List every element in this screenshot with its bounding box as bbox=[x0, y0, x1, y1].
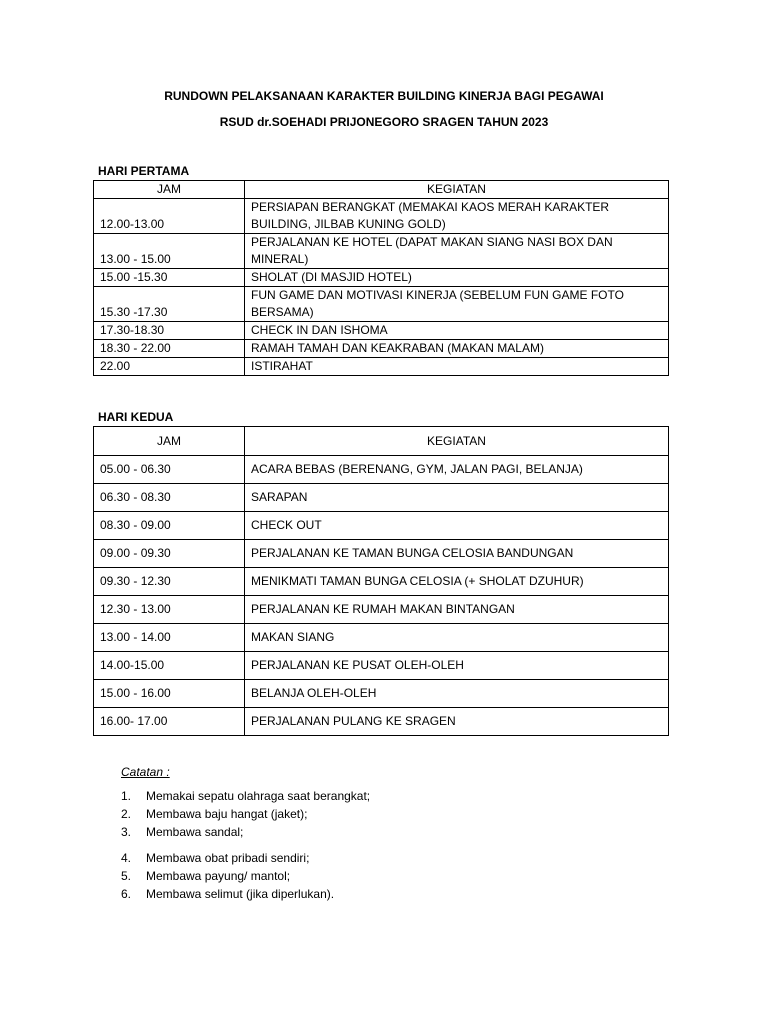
kegiatan-line: PERJALANAN KE HOTEL (DAPAT MAKAN SIANG NASI BOX DAN bbox=[251, 235, 613, 249]
table-row bbox=[94, 322, 669, 340]
list-number: 4. bbox=[121, 851, 132, 865]
list-text: Membawa baju hangat (jaket); bbox=[146, 807, 308, 821]
kegiatan-header: KEGIATAN bbox=[245, 181, 669, 199]
notes-list-b bbox=[121, 849, 334, 903]
kegiatan-header: KEGIATAN bbox=[245, 427, 669, 456]
jam-cell: 15.00 - 16.00 bbox=[94, 680, 245, 708]
kegiatan-line: ISTIRAHAT bbox=[251, 359, 313, 373]
table-row bbox=[94, 708, 669, 736]
list-item bbox=[121, 849, 334, 867]
document-title: RUNDOWN PELAKSANAAN KARAKTER BUILDING KINERJA BAGI PEGAWAI bbox=[164, 89, 604, 103]
list-number: 2. bbox=[121, 807, 132, 821]
table-row bbox=[94, 624, 669, 652]
kegiatan-line: PERSIAPAN BERANGKAT (MEMAKAI KAOS MERAH KARAKTER bbox=[251, 200, 610, 214]
document-subtitle: RSUD dr.SOEHADI PRIJONEGORO SRAGEN TAHUN 2023 bbox=[219, 115, 549, 129]
list-item bbox=[121, 823, 370, 841]
jam-cell: 22.00 bbox=[94, 358, 245, 376]
table-header-row bbox=[94, 181, 669, 199]
table-row bbox=[94, 568, 669, 596]
jam-cell: 17.30-18.30 bbox=[94, 322, 245, 340]
jam-cell: 08.30 - 09.00 bbox=[94, 512, 245, 540]
kegiatan-cell: SARAPAN bbox=[245, 484, 669, 512]
list-item bbox=[121, 805, 370, 823]
list-item bbox=[121, 867, 334, 885]
kegiatan-cell: PERJALANAN PULANG KE SRAGEN bbox=[245, 708, 669, 736]
list-number: 6. bbox=[121, 887, 132, 901]
jam-cell: 12.30 - 13.00 bbox=[94, 596, 245, 624]
kegiatan-cell: CHECK OUT bbox=[245, 512, 669, 540]
kegiatan-cell: PERJALANAN KE RUMAH MAKAN BINTANGAN bbox=[245, 596, 669, 624]
table-row bbox=[94, 269, 669, 287]
kegiatan-line: MINERAL) bbox=[251, 252, 309, 266]
kegiatan-cell: ACARA BEBAS (BERENANG, GYM, JALAN PAGI, BELANJA) bbox=[245, 456, 669, 484]
jam-header: JAM bbox=[94, 181, 245, 199]
jam-cell: 05.00 - 06.30 bbox=[94, 456, 245, 484]
jam-cell: 13.00 - 15.00 bbox=[94, 234, 245, 269]
jam-cell: 13.00 - 14.00 bbox=[94, 624, 245, 652]
notes-list-a bbox=[121, 787, 370, 841]
jam-cell: 12.00-13.00 bbox=[94, 199, 245, 234]
list-text: Membawa selimut (jika diperlukan). bbox=[146, 887, 335, 901]
kegiatan-line: FUN GAME DAN MOTIVASI KINERJA (SEBELUM FUN GAME FOTO bbox=[251, 288, 624, 302]
jam-cell: 15.30 -17.30 bbox=[94, 287, 245, 322]
jam-cell: 18.30 - 22.00 bbox=[94, 340, 245, 358]
kegiatan-cell bbox=[245, 199, 669, 234]
table-row bbox=[94, 596, 669, 624]
day2-schedule-table bbox=[93, 426, 669, 736]
kegiatan-line: RAMAH TAMAH DAN KEAKRABAN (MAKAN MALAM) bbox=[251, 341, 544, 355]
list-number: 5. bbox=[121, 869, 132, 883]
kegiatan-line: BERSAMA) bbox=[251, 305, 314, 319]
table-row bbox=[94, 680, 669, 708]
kegiatan-cell: PERJALANAN KE TAMAN BUNGA CELOSIA BANDUNGAN bbox=[245, 540, 669, 568]
list-text: Membawa sandal; bbox=[146, 825, 244, 839]
jam-header: JAM bbox=[94, 427, 245, 456]
table-row bbox=[94, 199, 669, 234]
jam-cell: 06.30 - 08.30 bbox=[94, 484, 245, 512]
kegiatan-cell bbox=[245, 358, 669, 376]
kegiatan-line: BUILDING, JILBAB KUNING GOLD) bbox=[251, 217, 446, 231]
kegiatan-cell: MENIKMATI TAMAN BUNGA CELOSIA (+ SHOLAT DZUHUR) bbox=[245, 568, 669, 596]
notes-title: Catatan : bbox=[121, 765, 170, 779]
list-text: Memakai sepatu olahraga saat berangkat; bbox=[146, 789, 371, 803]
table-row bbox=[94, 287, 669, 322]
kegiatan-cell: MAKAN SIANG bbox=[245, 624, 669, 652]
table-header-row bbox=[94, 427, 669, 456]
table-row bbox=[94, 652, 669, 680]
jam-cell: 16.00- 17.00 bbox=[94, 708, 245, 736]
table-row bbox=[94, 456, 669, 484]
table-row bbox=[94, 484, 669, 512]
kegiatan-cell: PERJALANAN KE PUSAT OLEH-OLEH bbox=[245, 652, 669, 680]
kegiatan-cell bbox=[245, 287, 669, 322]
table-row bbox=[94, 234, 669, 269]
kegiatan-cell bbox=[245, 322, 669, 340]
list-item bbox=[121, 787, 370, 805]
jam-cell: 14.00-15.00 bbox=[94, 652, 245, 680]
day2-label: HARI KEDUA bbox=[98, 410, 174, 424]
day1-label: HARI PERTAMA bbox=[98, 164, 190, 178]
list-number: 1. bbox=[121, 789, 132, 803]
table-row bbox=[94, 512, 669, 540]
kegiatan-cell bbox=[245, 269, 669, 287]
list-text: Membawa payung/ mantol; bbox=[146, 869, 291, 883]
list-text: Membawa obat pribadi sendiri; bbox=[146, 851, 310, 865]
jam-cell: 09.30 - 12.30 bbox=[94, 568, 245, 596]
kegiatan-cell bbox=[245, 234, 669, 269]
table-row bbox=[94, 540, 669, 568]
table-row bbox=[94, 340, 669, 358]
kegiatan-cell: BELANJA OLEH-OLEH bbox=[245, 680, 669, 708]
jam-cell: 09.00 - 09.30 bbox=[94, 540, 245, 568]
list-number: 3. bbox=[121, 825, 132, 839]
list-item bbox=[121, 885, 334, 903]
jam-cell: 15.00 -15.30 bbox=[94, 269, 245, 287]
kegiatan-cell bbox=[245, 340, 669, 358]
kegiatan-line: SHOLAT (DI MASJID HOTEL) bbox=[251, 270, 412, 284]
kegiatan-line: CHECK IN DAN ISHOMA bbox=[251, 323, 388, 337]
table-row bbox=[94, 358, 669, 376]
day1-schedule-table bbox=[93, 180, 669, 376]
